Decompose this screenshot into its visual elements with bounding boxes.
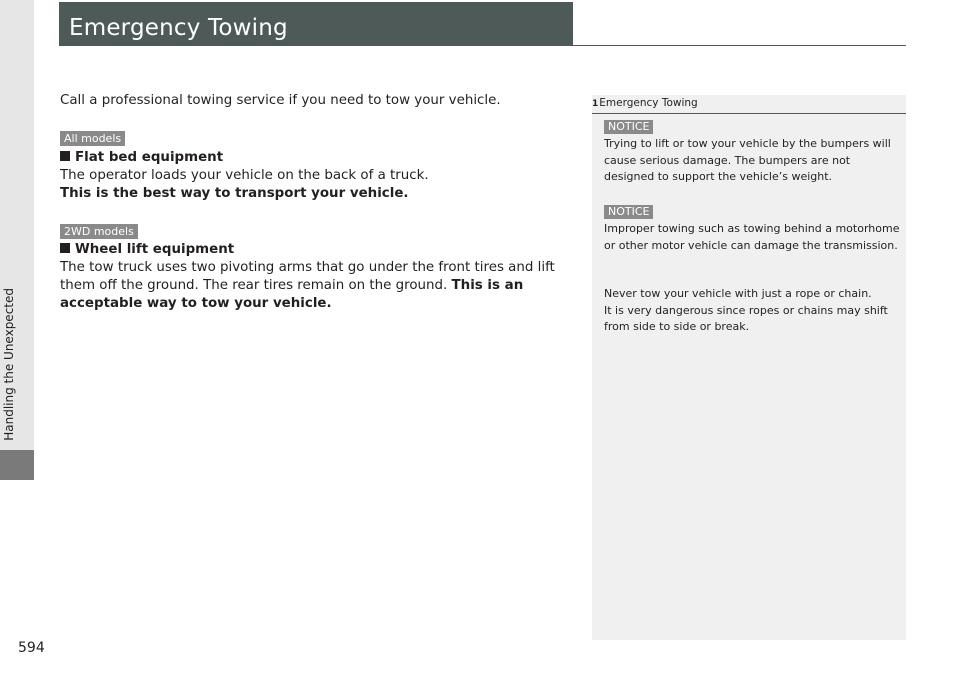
model-badge-2wd: 2WD models xyxy=(60,224,138,239)
section-text-flat-bed: The operator loads your vehicle on the back of a truck. This is the best way to transport your vehicle. xyxy=(60,168,429,201)
side-tab-marker xyxy=(0,450,34,480)
notice-text: Trying to lift or tow your vehicle by the bumpers will cause serious damage. The bumpers are not designed to support the vehicle’s weight. xyxy=(604,137,891,183)
side-tab xyxy=(0,0,34,480)
side-note-heading: 1Emergency Towing xyxy=(592,97,698,109)
side-tab-label: Handling the Unexpected xyxy=(2,288,16,441)
page-title: Emergency Towing xyxy=(69,15,288,41)
section-heading-wheel-lift: Wheel lift equipment xyxy=(60,241,234,259)
section-heading-flat-bed: Flat bed equipment xyxy=(60,149,223,167)
title-rule xyxy=(573,45,906,46)
intro-text: Call a professional towing service if you need to tow your vehicle. xyxy=(60,93,501,108)
page-number: 594 xyxy=(18,640,45,656)
notice-badge: NOTICE xyxy=(604,205,653,219)
notice-badge: NOTICE xyxy=(604,120,653,134)
reference-mark: 1 xyxy=(592,99,599,109)
section-text-wheel-lift: The tow truck uses two pivoting arms that go under the front tires and lift them off the ground. The rear tires remain on the ground. This is an acceptable way to tow your vehicle. xyxy=(60,260,555,311)
notice-text: Improper towing such as towing behind a motorhome or other motor vehicle can damage the transmission. xyxy=(604,222,900,252)
model-badge-all: All models xyxy=(60,131,125,146)
square-bullet-icon xyxy=(60,151,70,161)
section-emphasis-flat-bed: This is the best way to transport your vehicle. xyxy=(60,186,409,201)
warning-text: Never tow your vehicle with just a rope or chain. It is very dangerous since ropes or chains may shift from side to side or break. xyxy=(604,287,888,333)
section-emphasis-wheel-lift: This is an acceptable way to tow your vehicle. xyxy=(60,278,524,311)
page-title-bar xyxy=(59,2,573,46)
side-note-rule xyxy=(592,113,906,114)
square-bullet-icon xyxy=(60,243,70,253)
